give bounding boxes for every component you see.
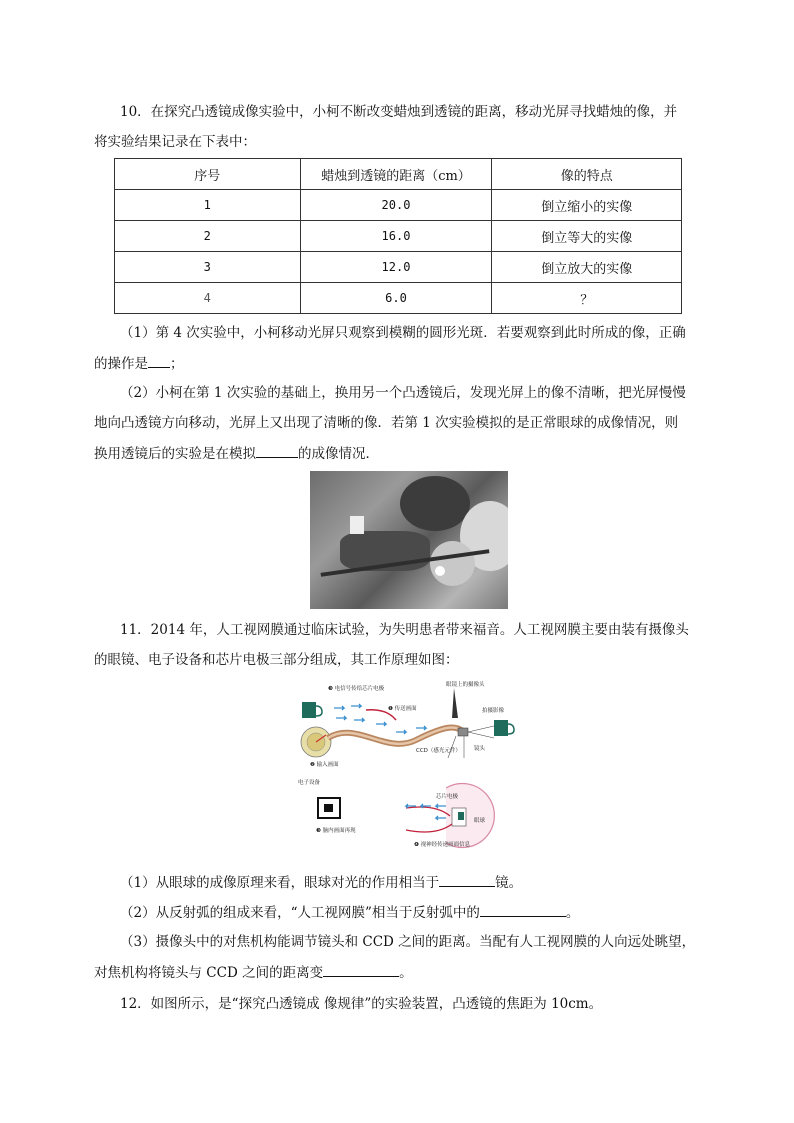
row-number: 4 (115, 283, 301, 314)
row-number: 3 (115, 252, 301, 283)
results-table (114, 158, 682, 314)
q12-stem: 12．如图所示，是“探究凸透镜成 像规律”的实验装置，凸透镜的焦距为 10cm。 (120, 996, 603, 1012)
artificial-retina-diagram (296, 680, 521, 860)
q11-sub3-end: 。 (399, 965, 413, 981)
row-number: 1 (115, 190, 301, 221)
answer-blank[interactable] (480, 902, 566, 917)
q11-sub1 (120, 872, 522, 893)
answer-blank[interactable] (439, 872, 495, 887)
q11-sub2-end: 。 (565, 905, 580, 921)
row-feature: 倒立缩小的实像 (492, 190, 682, 221)
row-number: 2 (115, 221, 301, 252)
row-feature: 倒立等大的实像 (492, 221, 682, 252)
diagram-label-object: 拍摄影像 (482, 708, 505, 714)
diagram-label-ccd: CCD（感光元件） (416, 748, 461, 754)
cup-icon (494, 720, 514, 736)
table-header-cell: 像的特点 (492, 159, 682, 190)
q10-sub2-text: 换用透镜后的实验是在模拟 (94, 446, 256, 462)
diagram-label-step3b: ❸ 脑内画面再现 (316, 828, 356, 834)
electronic-device-icon (301, 727, 331, 757)
table-row (115, 283, 682, 314)
row-feature: ？ (492, 283, 682, 314)
row-distance: 20.0 (300, 190, 492, 221)
table-row (115, 221, 682, 252)
answer-blank[interactable] (323, 962, 399, 977)
q10-sub2-end: 的成像情况． (298, 446, 379, 462)
q10-sub1-end: ； (170, 356, 184, 372)
q10-sub2-line1: （2）小柯在第 1 次实验的基础上，换用另一个凸透镜后，发现光屏上的像不清晰，把光屏慢慢 (120, 385, 686, 401)
cup-icon (302, 702, 322, 718)
table-header-row (115, 159, 682, 190)
q10-stem-line1: 10．在探究凸透镜成像实验中，小柯不断改变蜡烛到透镜的距离，移动光屏寻找蜡烛的像，并 (120, 104, 678, 120)
diagram-label-camera: 眼镜上的摄像头 (446, 682, 485, 688)
q11-sub3-text: 对焦机构将镜头与 CCD 之间的距离变 (94, 965, 324, 981)
diagram-label-step1: ❶ 传送画面 (388, 706, 417, 712)
table-row (115, 190, 682, 221)
table-header-cell: 蜡烛到透镜的距离（cm） (300, 159, 492, 190)
q11-sub3-line2 (94, 962, 413, 983)
answer-blank[interactable] (256, 443, 298, 458)
q10-sub1-text: 的操作是 (94, 356, 148, 372)
answer-blank[interactable] (148, 353, 170, 368)
row-distance: 12.0 (300, 252, 492, 283)
diagram-label-chip: 芯片电极 (436, 794, 459, 800)
q10-sub2-line3 (94, 443, 379, 464)
row-distance: 16.0 (300, 221, 492, 252)
q11-sub1-text: （1）从眼球的成像原理来看，眼球对光的作用相当于 (120, 875, 440, 891)
table-row (115, 252, 682, 283)
q10-sub1-line1: （1）第 4 次实验中，小柯移动光屏只观察到模糊的圆形光斑．若要观察到此时所成的像，正确 (120, 325, 686, 341)
q10-stem-line2: 将实验结果记录在下表中： (94, 134, 256, 150)
q10-sub1-line2 (94, 353, 184, 374)
diagram-label-lens: 镜头 (474, 746, 486, 752)
diagram-label-step4: ❹ 视神经传递画面信息 (414, 842, 471, 848)
row-distance: 6.0 (300, 283, 492, 314)
q11-sub1-end: 镜。 (495, 875, 523, 891)
diagram-label-step3: ❸ 电信号传给芯片电极 (328, 686, 385, 692)
q11-sub2 (120, 902, 579, 923)
diagram-label-step2: ❷ 输入画面 (310, 762, 339, 768)
q10-sub2-line2: 地向凸透镜方向移动，光屏上又出现了清晰的像．若第 1 次实验模拟的是正常眼球的成像情况，则 (94, 415, 679, 431)
q11-stem-line2: 的眼镜、电子设备和芯片电极三部分组成，其工作原理如图： (94, 652, 459, 668)
table-header-cell: 序号 (115, 159, 301, 190)
q11-stem-line1: 11．2014 年，人工视网膜通过临床试验，为失明患者带来福音。人工视网膜主要由装有摄像头 (120, 622, 689, 638)
row-feature: 倒立放大的实像 (492, 252, 682, 283)
q11-sub2-text: （2）从反射弧的组成来看，“人工视网膜”相当于反射弧中的 (120, 905, 480, 921)
q11-sub3-line1: （3）摄像头中的对焦机构能调节镜头和 CCD 之间的距离。当配有人工视网膜的人向远处眺望， (120, 934, 696, 950)
experiment-photo (310, 471, 508, 609)
diagram-label-device: 电子设备 (298, 780, 321, 786)
diagram-label-eyeball: 眼球 (474, 818, 486, 824)
